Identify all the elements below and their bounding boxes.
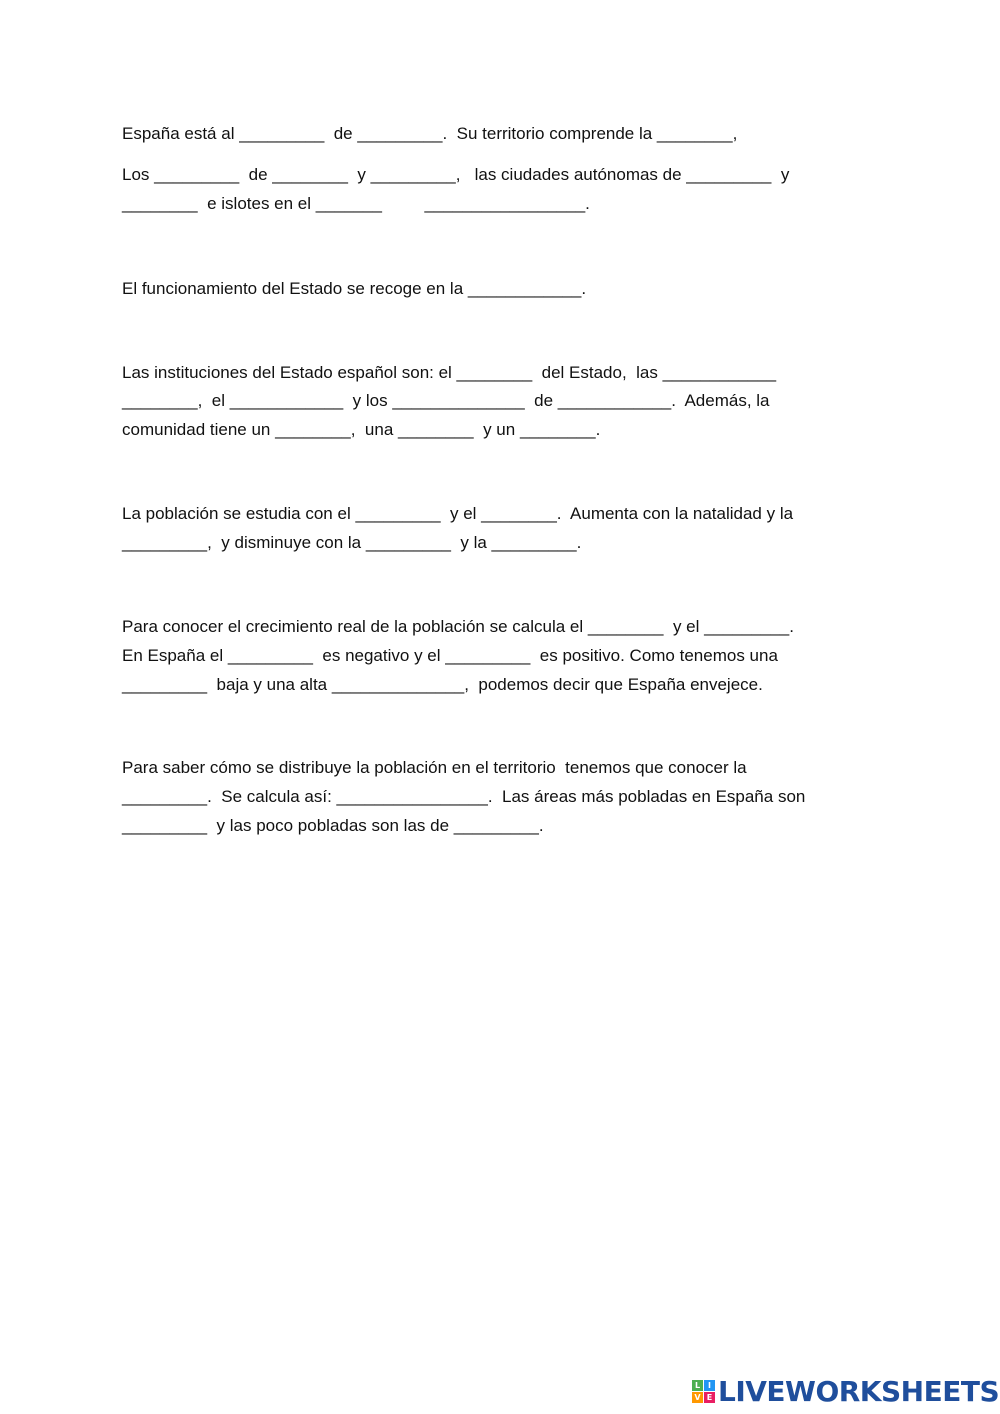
sentence-line-6: ________, el ____________ y los ______________ de ____________. Además, la xyxy=(122,391,770,410)
logo-mark-letter: E xyxy=(704,1392,715,1403)
sentence-line-12: _________ baja y una alta ______________, podemos decir que España envejece. xyxy=(122,675,763,694)
logo-text: LIVEWORKSHEETS xyxy=(718,1374,1000,1408)
logo-mark-letter: I xyxy=(704,1380,715,1391)
sentence-line-9: _________, y disminuye con la _________ y la _________. xyxy=(122,533,582,552)
sentence-line-13: Para saber cómo se distribuye la población en el territorio tenemos que conocer la xyxy=(122,758,747,777)
sentence-line-2: Los _________ de ________ y _________, las ciudades autónomas de _________ y xyxy=(122,165,790,184)
sentence-line-5: Las instituciones del Estado español son: el ________ del Estado, las ____________ xyxy=(122,363,777,382)
sentence-line-1: España está al _________ de _________. Su territorio comprende la ________, xyxy=(122,124,738,143)
sentence-line-10: Para conocer el crecimiento real de la población se calcula el ________ y el _________. xyxy=(122,617,794,636)
sentence-line-15: _________ y las poco pobladas son las de _________. xyxy=(122,816,544,835)
sentence-line-14: _________. Se calcula así: ________________. Las áreas más pobladas en España son xyxy=(122,787,806,806)
logo-mark-letter: L xyxy=(692,1380,703,1391)
sentence-line-4: El funcionamiento del Estado se recoge en la ____________. xyxy=(122,279,587,298)
sentence-line-11: En España el _________ es negativo y el _________ es positivo. Como tenemos una xyxy=(122,646,778,665)
sentence-line-7: comunidad tiene un ________, una ________ y un ________. xyxy=(122,420,601,439)
logo-mark-icon xyxy=(692,1380,715,1403)
sentence-line-3: ________ e islotes en el _______ _________________. xyxy=(122,194,590,213)
sentence-line-8: La población se estudia con el _________ y el ________. Aumenta con la natalidad y la xyxy=(122,504,794,523)
logo-mark-letter: V xyxy=(692,1392,703,1403)
liveworksheets-logo xyxy=(692,1374,999,1408)
